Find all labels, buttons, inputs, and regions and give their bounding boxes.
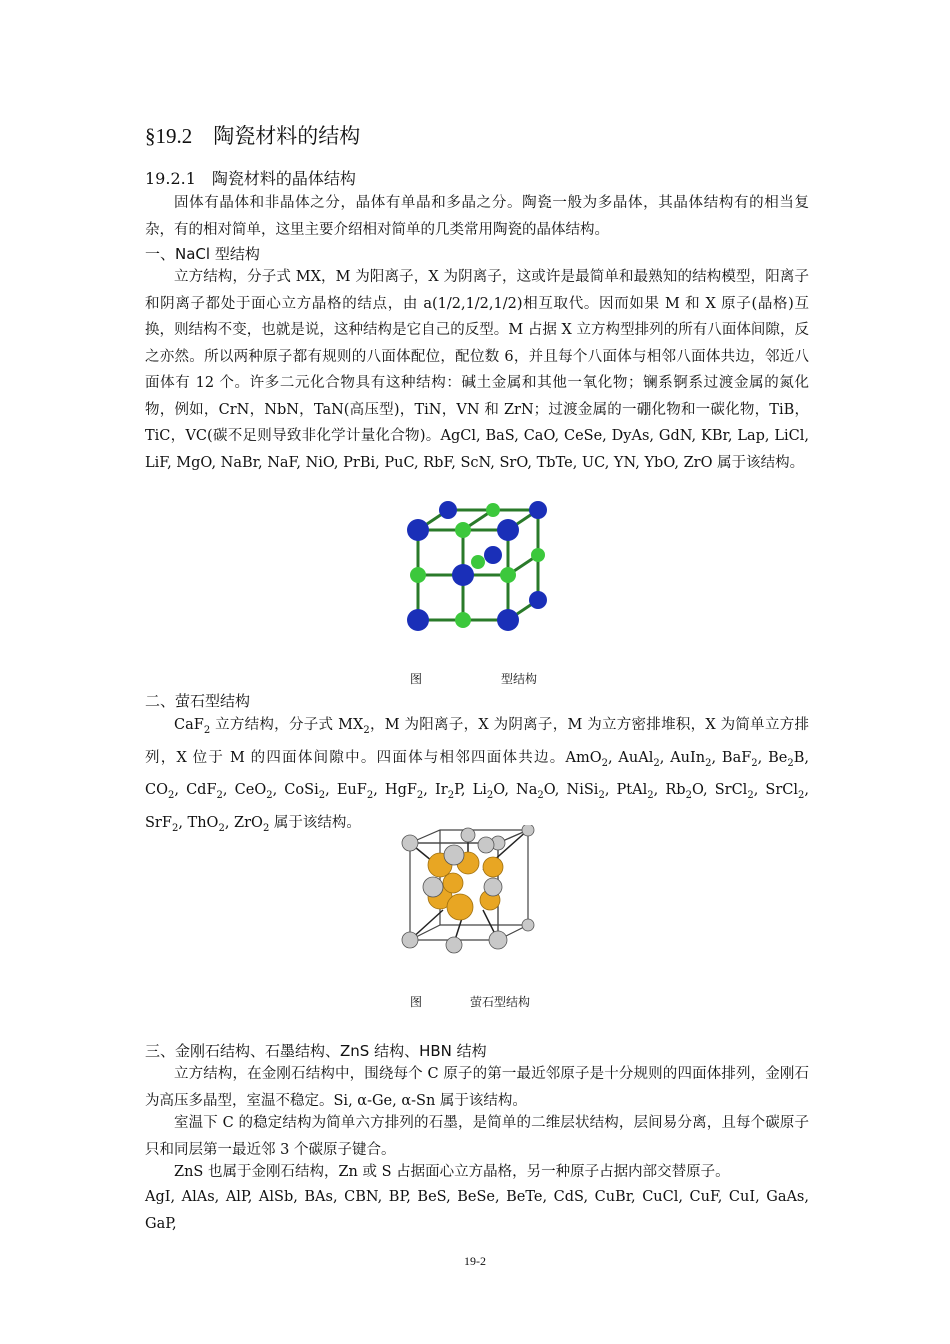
fluorite-paragraph: CaF$_2$ 立方结构，分子式 $MX_2$，M 为阳离子，X 为阴离子，M 为立方密排堆积，X 为简单立方排列，X 位于 M 的四面体间隙中。四面体与相邻四面体共边。AmO$_2$, AuAl$_2$, AuIn$_2$, BaF$_2$, $Be_2B$, $CO_2$, CdF$_2$, CeO$_2$, CoSi$_2$, EuF$_2$, HgF$_2$, $Ir_2P$, $Li_2O$, $Na_2O$, NiSi$_2$, PtAl$_2$, $Rb_2O$, SrCl$_2$, SrCl$_2$, SrF$_2$, ThO$_2$, ZrO$_2$ 属于该结构。 bbox=[145, 717, 810, 834]
diamond-heading: 三、金刚石结构、石墨结构、ZnS 结构、HBN 结构 bbox=[145, 1042, 487, 1060]
nacl-figure-caption: 型结构 bbox=[501, 672, 538, 686]
fluorite-heading: 二、萤石型结构 bbox=[145, 692, 251, 710]
fluorite-figure-label: 图 bbox=[410, 995, 423, 1009]
section-title: §19.2 陶瓷材料的结构 bbox=[145, 124, 361, 148]
nacl-paragraph: 立方结构，分子式 MX，M 为阳离子，X 为阴离子，这或许是最简单和最熟知的结构模型，阳离子和阴离子都处于面心立方晶格的结点，由 a(1/2,1/2,1/2)相互取代。因而如果 M 和 X 原子(晶格)互换，则结构不变，也就是说，这种结构是它自己的反型。M 占据 X 立方构型排列的所有八面体间隙，反之亦然。所以两种原子都有规则的八面体配位，配位数 6，并且每个八面体与相邻八面体共边，邻近八面体有 12 个。许多二元化合物具有这种结构：碱土金属和其他一氧化物；镧系锕系过渡金属的氮化物，例如，CrN，NbN，TaN(高压型)，TiN，VN 和 ZrN；过渡金属的一硼化物和一碳化物，TiB，TiC，VC(碳不足则导致非化学计量化合物)。AgCl, BaS, CaO, CeSe, DyAs, GdN, KBr, Lap, LiCl, LiF, MgO, NaBr, NaF, NiO, PrBi, PuC, RbF, ScN, SrO, TbTe, UC, YN, YbO, ZrO 属于该结构。 bbox=[145, 269, 809, 471]
page-number: 19-2 bbox=[464, 1254, 486, 1268]
diamond-paragraph-2: 室温下 C 的稳定结构为简单六方排列的石墨，是简单的二维层状结构，层间易分离，且每个碳原子只和同层第一最近邻 3 个碳原子键合。 bbox=[145, 1115, 809, 1158]
nacl-figure-label: 图 bbox=[410, 672, 423, 686]
diamond-paragraph-3: ZnS 也属于金刚石结构，Zn 或 S 占据面心立方晶格，另一种原子占据内部交替原子。 bbox=[174, 1164, 730, 1180]
intro-paragraph: 固体有晶体和非晶体之分，晶体有单晶和多晶之分。陶瓷一般为多晶体，其晶体结构有的相当复杂，有的相对简单，这里主要介绍相对简单的几类常用陶瓷的晶体结构。 bbox=[145, 195, 809, 238]
diamond-paragraph-1: 立方结构，在金刚石结构中，围绕每个 C 原子的第一最近邻原子是十分规则的四面体排列，金刚石为高压多晶型，室温不稳定。Si, α-Ge, α-Sn 属于该结构。 bbox=[145, 1066, 809, 1109]
diamond-paragraph-4: AgI, AlAs, AlP, AlSb, BAs, CBN, BP, BeS, BeSe, BeTe, CdS, CuBr, CuCl, CuF, CuI, GaAs, GaP, bbox=[145, 1189, 809, 1232]
nacl-crystal-figure bbox=[398, 500, 548, 640]
fluorite-crystal-figure bbox=[398, 825, 538, 965]
fluorite-figure-caption: 萤石型结构 bbox=[470, 995, 531, 1009]
subsection-title: 19.2.1 陶瓷材料的晶体结构 bbox=[145, 169, 356, 188]
nacl-heading: 一、NaCl 型结构 bbox=[145, 245, 260, 263]
